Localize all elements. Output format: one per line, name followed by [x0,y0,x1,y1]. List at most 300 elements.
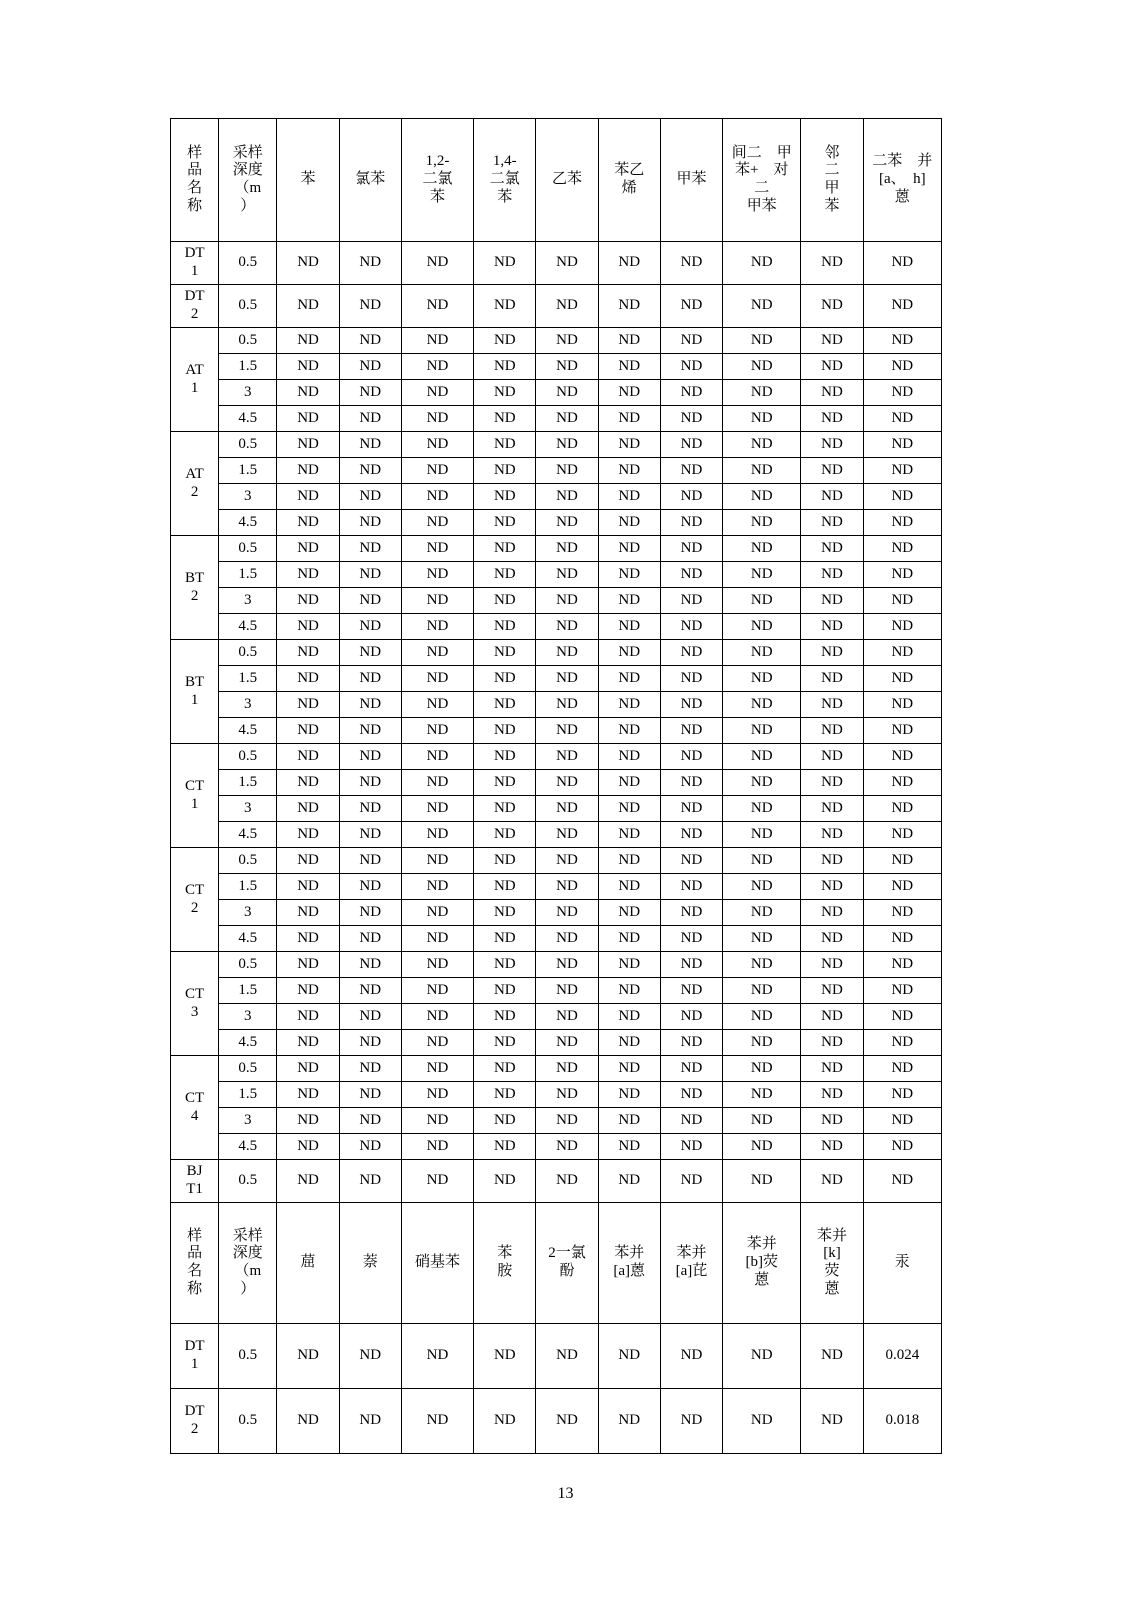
result-cell: ND [598,1160,660,1203]
result-cell: ND [401,1324,473,1389]
result-cell: ND [339,1108,401,1134]
result-cell: ND [277,1134,339,1160]
result-cell: ND [801,354,863,380]
result-cell: ND [474,874,536,900]
result-cell: ND [598,510,660,536]
result-cell: ND [536,588,598,614]
result-cell: ND [536,1160,598,1203]
result-cell: ND [863,1004,941,1030]
result-cell: ND [863,770,941,796]
table-row [171,354,942,380]
result-cell: ND [401,978,473,1004]
result-cell: ND [723,588,801,614]
result-cell: ND [536,1134,598,1160]
result-cell: ND [801,510,863,536]
result-cell: ND [863,666,941,692]
result-cell: ND [401,796,473,822]
column-header-sample-name: 样 品 名 称 [171,1203,219,1324]
table-row [171,1389,942,1454]
table-row [171,588,942,614]
column-header-dibenzo-ah-anthracene: 二苯 并 [a、 h] 蒽 [863,119,941,242]
result-cell: ND [598,822,660,848]
result-cell: ND [660,380,722,406]
result-cell: ND [277,822,339,848]
result-cell: ND [474,380,536,406]
result-cell: ND [598,1134,660,1160]
result-cell: ND [863,874,941,900]
result-cell: ND [401,536,473,562]
result-cell: ND [474,406,536,432]
result-cell: ND [723,666,801,692]
result-cell: ND [474,1108,536,1134]
result-cell: ND [863,1134,941,1160]
result-cell: ND [277,718,339,744]
result-cell: ND [474,510,536,536]
sampling-depth-cell: 4.5 [219,822,277,848]
result-cell: ND [536,718,598,744]
result-cell: ND [723,978,801,1004]
result-cell: ND [660,718,722,744]
result-cell: ND [598,458,660,484]
result-cell: ND [598,354,660,380]
result-cell: ND [536,536,598,562]
result-cell: ND [277,242,339,285]
sampling-depth-cell: 4.5 [219,1134,277,1160]
result-cell: ND [723,874,801,900]
result-cell: ND [723,380,801,406]
result-cell: 0.024 [863,1324,941,1389]
result-cell: ND [863,978,941,1004]
result-cell: ND [723,900,801,926]
result-cell: ND [401,484,473,510]
result-cell: ND [277,640,339,666]
column-header-chlorobenzene: 氯苯 [339,119,401,242]
result-cell: ND [339,770,401,796]
table-row [171,510,942,536]
result-cell: ND [277,848,339,874]
result-cell: ND [474,666,536,692]
result-cell: ND [401,1056,473,1082]
result-cell: ND [801,666,863,692]
result-cell: ND [801,1056,863,1082]
table-header-row [171,1203,942,1324]
column-header-o-xylene: 邻 二 甲 苯 [801,119,863,242]
table-row [171,692,942,718]
table-row [171,1056,942,1082]
result-cell: ND [723,510,801,536]
result-cell: ND [660,926,722,952]
result-cell: ND [277,1324,339,1389]
lab-results-tables [170,118,942,1454]
result-cell: ND [863,1108,941,1134]
sampling-depth-cell: 1.5 [219,978,277,1004]
result-cell: ND [598,328,660,354]
table-row [171,848,942,874]
result-cell: ND [723,770,801,796]
result-cell: ND [339,614,401,640]
result-cell: ND [339,242,401,285]
result-cell: ND [723,848,801,874]
sampling-depth-cell: 1.5 [219,770,277,796]
result-cell: ND [660,1108,722,1134]
result-cell: ND [723,1030,801,1056]
result-cell: ND [723,822,801,848]
result-cell: ND [598,242,660,285]
result-cell: ND [277,458,339,484]
result-cell: ND [723,1389,801,1454]
result-cell: ND [339,1134,401,1160]
sampling-depth-cell: 0.5 [219,1324,277,1389]
result-cell: ND [401,458,473,484]
result-cell: ND [536,692,598,718]
result-cell: ND [863,744,941,770]
result-cell: ND [536,285,598,328]
result-cell: ND [474,770,536,796]
table-row [171,822,942,848]
result-cell: ND [401,510,473,536]
result-cell: ND [660,874,722,900]
table-row [171,718,942,744]
result-cell: ND [339,796,401,822]
result-cell: ND [339,432,401,458]
sample-name-cell: DT 1 [171,1324,219,1389]
result-cell: ND [277,1004,339,1030]
result-cell: ND [801,796,863,822]
result-cell: ND [660,1160,722,1203]
result-cell: ND [277,900,339,926]
result-cell: ND [723,562,801,588]
result-cell: ND [401,744,473,770]
result-cell: ND [801,1082,863,1108]
column-header-aniline: 苯 胺 [474,1203,536,1324]
table-row [171,536,942,562]
result-cell: ND [536,380,598,406]
result-cell: ND [863,562,941,588]
result-cell: ND [863,952,941,978]
result-cell: ND [536,1324,598,1389]
sampling-depth-cell: 4.5 [219,718,277,744]
sampling-depth-cell: 3 [219,900,277,926]
result-cell: ND [277,510,339,536]
table-row [171,926,942,952]
result-cell: ND [863,822,941,848]
result-cell: ND [401,952,473,978]
result-cell: ND [339,666,401,692]
result-cell: ND [598,666,660,692]
result-cell: ND [660,692,722,718]
result-cell: ND [723,536,801,562]
result-cell: ND [339,952,401,978]
result-cell: ND [598,1324,660,1389]
result-cell: ND [801,1160,863,1203]
result-cell: ND [723,692,801,718]
result-cell: ND [660,328,722,354]
table-row [171,328,942,354]
result-cell: ND [277,484,339,510]
result-cell: ND [339,484,401,510]
result-cell: ND [536,1108,598,1134]
result-cell: ND [474,1056,536,1082]
column-header-dichlorobenzene-14: 1,4- 二氯 苯 [474,119,536,242]
result-cell: ND [660,640,722,666]
result-cell: ND [660,666,722,692]
table-header-row [171,119,942,242]
sample-name-cell: BT 1 [171,640,219,744]
result-cell: ND [401,1160,473,1203]
result-cell: ND [474,1389,536,1454]
result-cell: ND [536,770,598,796]
result-cell: ND [401,666,473,692]
result-cell: ND [277,770,339,796]
result-cell: ND [277,380,339,406]
result-cell: ND [401,692,473,718]
result-cell: ND [277,874,339,900]
result-cell: ND [536,848,598,874]
result-cell: ND [723,328,801,354]
result-cell: ND [474,458,536,484]
result-cell: ND [598,1108,660,1134]
result-cell: ND [536,432,598,458]
result-cell: ND [598,744,660,770]
result-cell: ND [401,406,473,432]
result-cell: ND [339,1030,401,1056]
result-cell: ND [801,848,863,874]
sample-name-cell: DT 2 [171,1389,219,1454]
result-cell: ND [536,458,598,484]
result-cell: ND [660,952,722,978]
result-cell: ND [339,744,401,770]
result-cell: ND [536,1389,598,1454]
result-cell: ND [277,1160,339,1203]
result-cell: ND [801,1389,863,1454]
result-cell: ND [277,744,339,770]
sample-name-cell: AT 2 [171,432,219,536]
column-header-nitrobenzene: 硝基苯 [401,1203,473,1324]
result-cell: ND [277,1056,339,1082]
result-cell: ND [660,848,722,874]
result-cell: ND [660,242,722,285]
result-cell: ND [723,926,801,952]
result-cell: ND [863,328,941,354]
result-cell: ND [277,926,339,952]
result-cell: ND [598,1389,660,1454]
result-cell: ND [863,1056,941,1082]
result-cell: ND [474,718,536,744]
result-cell: ND [723,242,801,285]
result-cell: ND [474,796,536,822]
sampling-depth-cell: 3 [219,484,277,510]
result-cell: ND [723,744,801,770]
result-cell: ND [863,588,941,614]
result-cell: ND [339,1082,401,1108]
result-cell: ND [277,666,339,692]
sampling-depth-cell: 3 [219,1004,277,1030]
table-row [171,640,942,666]
result-cell: ND [801,242,863,285]
result-cell: ND [660,744,722,770]
result-cell: ND [723,458,801,484]
result-cell: ND [863,354,941,380]
sample-name-cell: CT 1 [171,744,219,848]
sampling-depth-cell: 3 [219,380,277,406]
result-cell: ND [277,1108,339,1134]
result-cell: ND [723,1134,801,1160]
result-cell: ND [660,1324,722,1389]
result-cell: ND [801,328,863,354]
result-cell: ND [801,1324,863,1389]
column-header-styrene: 苯乙 烯 [598,119,660,242]
result-cell: ND [536,1056,598,1082]
result-cell: ND [660,1082,722,1108]
result-cell: ND [339,1389,401,1454]
result-cell: ND [863,926,941,952]
result-cell: ND [401,640,473,666]
result-cell: ND [801,588,863,614]
result-cell: ND [339,406,401,432]
result-cell: ND [863,848,941,874]
sampling-depth-cell: 4.5 [219,926,277,952]
result-cell: ND [863,458,941,484]
result-cell: ND [660,822,722,848]
result-cell: ND [598,770,660,796]
result-cell: ND [277,406,339,432]
result-cell: ND [598,796,660,822]
result-cell: ND [339,874,401,900]
result-cell: ND [536,406,598,432]
table-row [171,978,942,1004]
result-cell: ND [339,692,401,718]
result-cell: ND [598,432,660,458]
result-cell: ND [863,380,941,406]
result-cell: ND [863,536,941,562]
result-cell: ND [801,718,863,744]
result-cell: ND [401,432,473,458]
result-cell: ND [660,1056,722,1082]
result-cell: ND [339,588,401,614]
result-cell: ND [474,328,536,354]
result-cell: ND [339,328,401,354]
result-cell: ND [863,432,941,458]
sampling-depth-cell: 0.5 [219,285,277,328]
column-header-sample-name: 样 品 名 称 [171,119,219,242]
result-cell: ND [801,822,863,848]
sampling-depth-cell: 1.5 [219,1082,277,1108]
sampling-depth-cell: 1.5 [219,666,277,692]
table-row [171,1030,942,1056]
sampling-depth-cell: 0.5 [219,848,277,874]
result-cell: ND [660,614,722,640]
result-cell: ND [339,848,401,874]
table-row [171,458,942,484]
result-cell: ND [598,484,660,510]
result-cell: ND [277,978,339,1004]
result-cell: ND [401,1082,473,1108]
sampling-depth-cell: 0.5 [219,1160,277,1203]
sampling-depth-cell: 3 [219,588,277,614]
result-cell: ND [339,978,401,1004]
voc-results-table [170,118,942,1203]
result-cell: ND [723,1160,801,1203]
result-cell: ND [660,285,722,328]
result-cell: ND [277,796,339,822]
result-cell: ND [660,900,722,926]
result-cell: ND [598,1004,660,1030]
table-row [171,242,942,285]
result-cell: ND [801,692,863,718]
result-cell: ND [660,510,722,536]
result-cell: ND [660,562,722,588]
result-cell: ND [339,900,401,926]
result-cell: ND [801,1004,863,1030]
result-cell: ND [401,822,473,848]
result-cell: ND [801,562,863,588]
result-cell: ND [401,1030,473,1056]
result-cell: ND [474,848,536,874]
result-cell: ND [339,1160,401,1203]
result-cell: ND [536,614,598,640]
result-cell: ND [474,822,536,848]
table-row [171,432,942,458]
result-cell: ND [536,640,598,666]
result-cell: ND [598,926,660,952]
result-cell: ND [339,822,401,848]
sample-name-cell: CT 2 [171,848,219,952]
result-cell: ND [339,718,401,744]
sampling-depth-cell: 0.5 [219,328,277,354]
result-cell: ND [801,978,863,1004]
result-cell: ND [801,458,863,484]
result-cell: ND [536,1004,598,1030]
result-cell: ND [863,484,941,510]
sampling-depth-cell: 0.5 [219,952,277,978]
result-cell: ND [277,536,339,562]
result-cell: ND [536,328,598,354]
result-cell: ND [401,285,473,328]
result-cell: ND [339,536,401,562]
table-row [171,614,942,640]
result-cell: ND [723,484,801,510]
result-cell: ND [401,354,473,380]
sample-name-cell: CT 4 [171,1056,219,1160]
result-cell: ND [660,354,722,380]
sample-name-cell: DT 2 [171,285,219,328]
result-cell: ND [723,952,801,978]
result-cell: ND [401,718,473,744]
result-cell: ND [801,640,863,666]
result-cell: ND [536,874,598,900]
result-cell: ND [598,1056,660,1082]
sampling-depth-cell: 0.5 [219,1389,277,1454]
result-cell: ND [863,614,941,640]
table-row [171,484,942,510]
result-cell: ND [598,1030,660,1056]
table-row [171,666,942,692]
sampling-depth-cell: 0.5 [219,744,277,770]
sampling-depth-cell: 0.5 [219,242,277,285]
result-cell: ND [277,354,339,380]
result-cell: ND [536,900,598,926]
table-row [171,1108,942,1134]
result-cell: ND [801,1030,863,1056]
table-row [171,952,942,978]
result-cell: ND [401,1108,473,1134]
sampling-depth-cell: 1.5 [219,562,277,588]
result-cell: ND [598,900,660,926]
result-cell: ND [660,432,722,458]
table-row [171,1134,942,1160]
result-cell: ND [474,484,536,510]
column-header-mercury: 汞 [863,1203,941,1324]
